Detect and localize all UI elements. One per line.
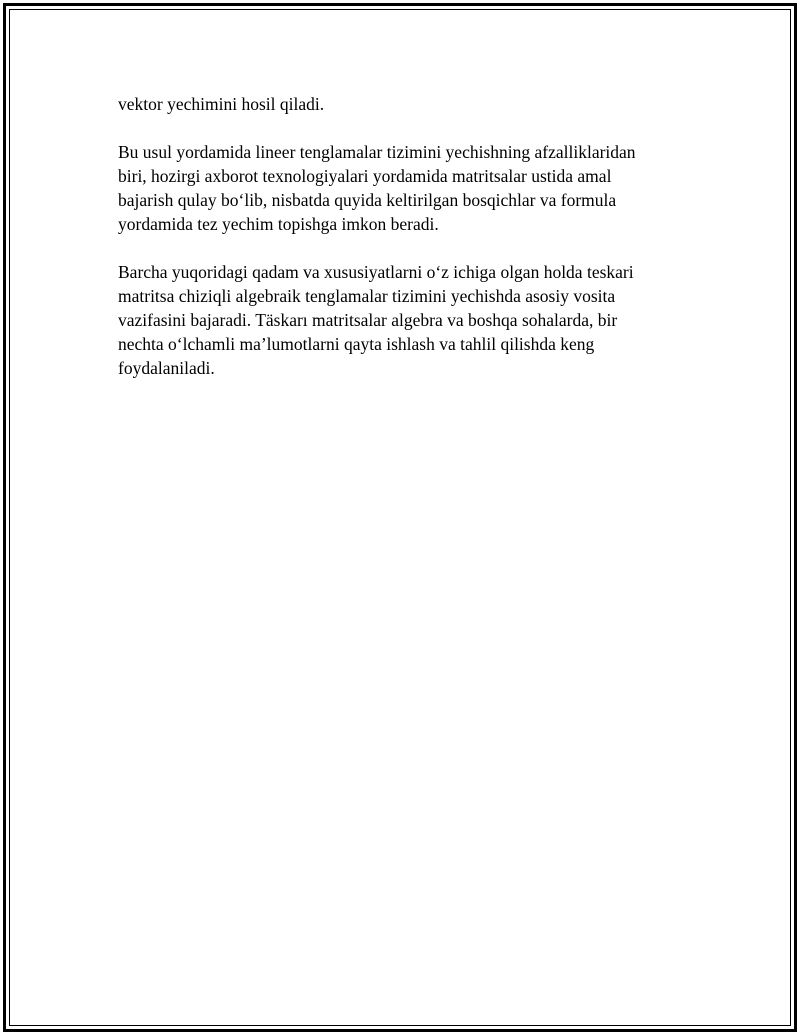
paragraph-1 — [118, 92, 698, 116]
text-line: nechta o‘lchamli ma’lumotlarni qayta ishlash va tahlil qilishda keng — [118, 334, 595, 354]
paragraph-2 — [118, 140, 698, 236]
text-line: vazifasini bajaradi. Täskarı matritsalar algebra va boshqa sohalarda, bir — [118, 310, 618, 330]
text-line: foydalaniladi. — [118, 358, 215, 378]
text-line: Bu usul yordamida lineer tenglamalar tizimini yechishning afzalliklaridan — [118, 142, 636, 162]
text-line: bajarish qulay bo‘lib, nisbatda quyida keltirilgan bosqichlar va formula — [118, 190, 617, 210]
text-line: matritsa chiziqli algebraik tenglamalar tizimini yechishda asosiy vosita — [118, 286, 616, 306]
paragraph-3 — [118, 260, 698, 380]
text-line: Barcha yuqoridagi qadam va xususiyatlarni o‘z ichiga olgan holda teskari — [118, 262, 634, 282]
text-line: vektor yechimini hosil qiladi. — [118, 94, 325, 114]
text-line: biri, hozirgi axborot texnologiyalari yordamida matritsalar ustida amal — [118, 166, 612, 186]
text-line: yordamida tez yechim topishga imkon beradi. — [118, 214, 439, 234]
document-body — [118, 92, 698, 380]
